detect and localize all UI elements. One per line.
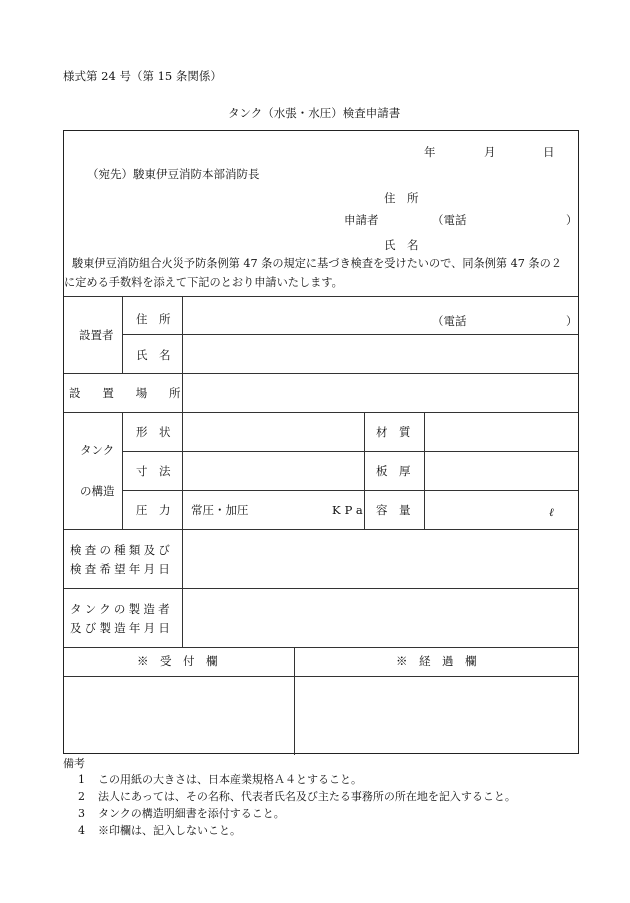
installer-name-label: 氏 名 xyxy=(136,348,171,362)
divider xyxy=(294,647,295,755)
divider xyxy=(182,296,183,647)
pressure-label: 圧 力 xyxy=(136,503,171,517)
tank-structure-label-1: タンク xyxy=(80,443,115,457)
applicant-label: 申請者 xyxy=(344,213,379,227)
note-text: 法人にあっては、その名称、代表者氏名及び主たる事務所の所在地を記入すること。 xyxy=(98,790,516,803)
inspection-label-1: 検査の種類及び xyxy=(70,543,174,557)
divider xyxy=(424,412,425,529)
divider xyxy=(64,412,578,413)
applicant-phone-label: （電話 xyxy=(432,213,467,227)
tank-structure-label-2: の構造 xyxy=(80,484,115,498)
note-text: タンクの構造明細書を添付すること。 xyxy=(98,807,285,820)
divider xyxy=(64,373,578,374)
inspection-label-2: 検査希望年月日 xyxy=(70,562,174,576)
statement-line-2: に定める手数料を添えて下記のとおり申請いたします。 xyxy=(64,276,343,289)
document-title: タンク（水張・水圧）検査申請書 xyxy=(228,106,401,120)
note-text: この用紙の大きさは、日本産業規格Ａ４とすること。 xyxy=(98,773,362,786)
installer-phone-close: ） xyxy=(566,314,578,328)
divider xyxy=(64,588,578,589)
applicant-name-label: 氏 名 xyxy=(384,238,419,252)
material-label: 材 質 xyxy=(376,425,411,439)
divider xyxy=(64,296,578,297)
form-number: 様式第 24 号（第 15 条関係） xyxy=(63,69,222,83)
divider xyxy=(122,451,578,452)
date-month-label: 月 xyxy=(484,145,496,159)
applicant-address-label: 住 所 xyxy=(384,191,419,205)
divider xyxy=(122,296,123,373)
installer-label: 設置者 xyxy=(79,328,114,342)
divider xyxy=(122,412,123,529)
pressure-unit: KPa xyxy=(332,503,367,517)
note-number: 1 xyxy=(78,773,85,786)
addressee: （宛先）駿東伊豆消防本部消防長 xyxy=(87,167,260,181)
installer-address-label: 住 所 xyxy=(136,312,171,326)
capacity-unit: ℓ xyxy=(549,505,554,519)
reception-column-label: ※ 受 付 欄 xyxy=(137,654,218,668)
divider xyxy=(64,676,578,677)
date-year-label: 年 xyxy=(424,145,436,159)
progress-column-label: ※ 経 過 欄 xyxy=(396,654,477,668)
capacity-label: 容 量 xyxy=(376,503,411,517)
divider xyxy=(122,334,578,335)
applicant-phone-close: ） xyxy=(566,213,578,227)
manufacturer-label-2: 及び製造年月日 xyxy=(70,621,174,635)
notes-heading: 備考 xyxy=(63,757,85,770)
note-text: ※印欄は、記入しないこと。 xyxy=(98,824,241,837)
divider xyxy=(122,490,578,491)
note-number: 2 xyxy=(78,790,85,803)
divider xyxy=(64,529,578,530)
divider xyxy=(64,647,578,648)
thickness-label: 板 厚 xyxy=(376,464,411,478)
installer-phone-label: （電話 xyxy=(432,314,467,328)
shape-label: 形 状 xyxy=(136,425,171,439)
dimensions-label: 寸 法 xyxy=(136,464,171,478)
location-label: 設置場所 xyxy=(69,386,203,400)
date-day-label: 日 xyxy=(543,145,555,159)
note-number: 4 xyxy=(78,824,85,837)
note-number: 3 xyxy=(78,807,85,820)
statement-line-1: 駿東伊豆消防組合火災予防条例第 47 条の規定に基づき検査を受けたいので、同条例第 47 条の２ xyxy=(72,257,562,270)
manufacturer-label-1: タンクの製造者 xyxy=(70,602,173,616)
pressure-value: 常圧・加圧 xyxy=(191,503,249,517)
